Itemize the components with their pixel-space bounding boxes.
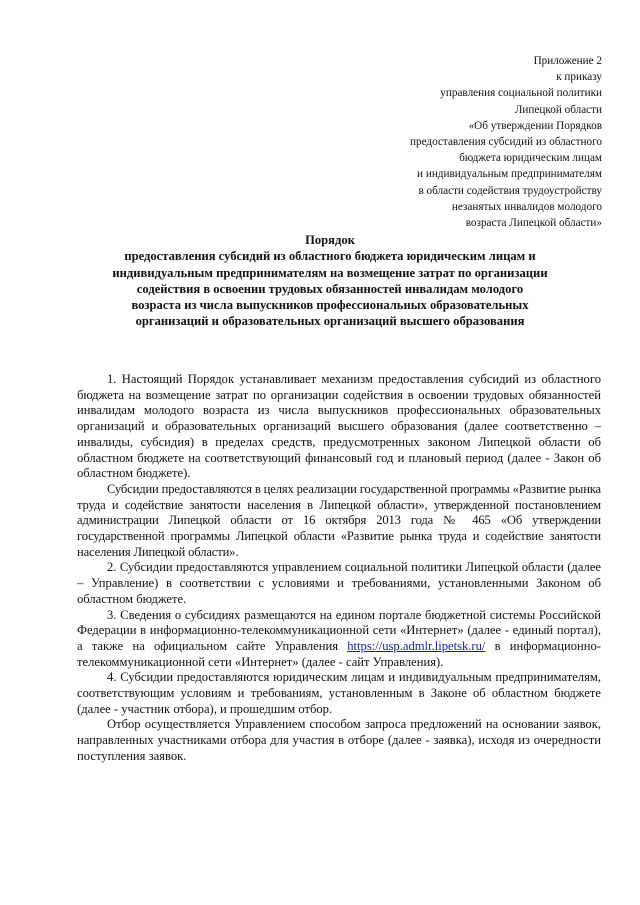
document-body bbox=[77, 372, 601, 765]
paragraph-3: 2. Субсидии предоставляются управлением социальной политики Липецкой области (далее – Управление) в соответствии с условиями и требованиями, установленными Законом об областном бюджете. bbox=[77, 560, 601, 606]
annex-line: предоставления субсидий из областного bbox=[410, 136, 602, 149]
paragraph-4-text-start: 3. Сведения о субсидиях размещаются на едином портале бюджетной системы Российской Федерации в информационно-телекоммуникационной сети «Интернет» (далее - единый портал), а также на официальном сайте Управления bbox=[77, 607, 601, 653]
title-line: индивидуальным предпринимателям на возмещение затрат по организации bbox=[112, 265, 548, 280]
paragraph-4-text-end: в информационно-телекоммуникационной сети «Интернет» (далее - сайт Управления). bbox=[77, 638, 602, 669]
annex-line: в области содействия трудоустройству bbox=[418, 184, 602, 197]
title-line: содействия в освоении трудовых обязанностей инвалидам молодого bbox=[136, 281, 524, 296]
title-heading: Порядок bbox=[305, 233, 355, 247]
annex-line: возраста Липецкой области» bbox=[465, 217, 602, 230]
annex-header bbox=[302, 53, 602, 231]
paragraph-5: 4. Субсидии предоставляются юридическим лицам и индивидуальным предпринимателям, соответствующим условиям и требованиям, установленным в Законе об областном бюджете (далее - участник отбора), и прошедшим отбор. bbox=[77, 670, 601, 716]
annex-line: Приложение 2 bbox=[533, 55, 602, 67]
annex-line: бюджета юридическим лицам bbox=[459, 152, 602, 165]
title-line: возраста из числа выпускников профессиональных образовательных bbox=[131, 298, 529, 313]
title-line: предоставления субсидий из областного бюджета юридическим лицам и bbox=[124, 249, 536, 264]
paragraph-6: Отбор осуществляется Управлением способом запроса предложений на основании заявок, направленных участниками отбора для участия в отборе (далее - заявка), исходя из очередности поступления заявок. bbox=[77, 717, 601, 763]
paragraph-1: 1. Настоящий Порядок устанавливает механизм предоставления субсидий из областного бюджета на возмещение затрат по организации содействия в освоении трудовых обязанностей инвалидам молодого возраста из числа выпускников профессиональных образовательных организаций и образовательных организаций высшего образования (далее соответственно – инвалиды, субсидия) в пределах средств, предусмотренных законом Липецкой области об областном бюджете на соответствующий финансовый год и плановый период (далее - Закон об областном бюджете). bbox=[77, 372, 601, 481]
annex-line: «Об утверждении Порядков bbox=[468, 119, 602, 132]
paragraph-4 bbox=[77, 608, 601, 671]
annex-line: и индивидуальным предпринимателям bbox=[417, 168, 602, 181]
annex-line: управления социальной политики bbox=[440, 87, 602, 100]
paragraph-2: Субсидии предоставляются в целях реализации государственной программы «Развитие рынка труда и содействие занятости населения в Липецкой области», утвержденной постановлением администрации Липецкой области от 16 октября 2013 года № 465 «Об утверждении государственной программы Липецкой области «Развитие рынка труда и содействие занятости населения Липецкой области». bbox=[77, 481, 601, 559]
annex-line: к приказу bbox=[556, 71, 602, 84]
title-line: организаций и образовательных организаций высшего образования bbox=[135, 314, 525, 329]
document-title bbox=[60, 232, 600, 330]
annex-line: Липецкой области bbox=[514, 103, 602, 116]
annex-line: незанятых инвалидов молодого bbox=[451, 200, 602, 213]
website-link[interactable]: https://usp.admlr.lipetsk.ru/ bbox=[347, 638, 486, 653]
